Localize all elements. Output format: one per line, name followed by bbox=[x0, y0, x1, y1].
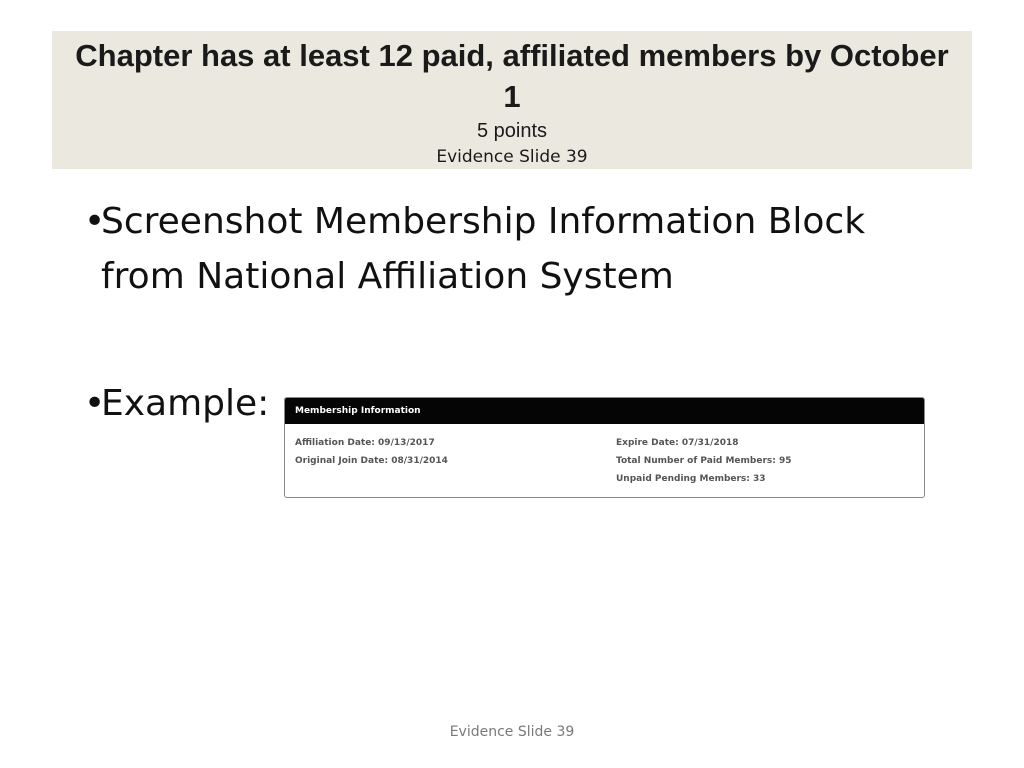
total-paid-members: Total Number of Paid Members: 95 bbox=[616, 456, 792, 466]
bullet-dot: • bbox=[84, 201, 106, 242]
bullet-item-screenshot bbox=[84, 194, 921, 304]
membership-card-header: Membership Information bbox=[285, 398, 924, 424]
membership-information-card bbox=[284, 397, 925, 498]
title-box bbox=[52, 31, 972, 169]
bullet-dot: • bbox=[84, 383, 106, 424]
footer-evidence-label: Evidence Slide 39 bbox=[449, 724, 575, 740]
slide-title: Chapter has at least 12 paid, affiliated members by October 1 bbox=[75, 38, 949, 114]
expire-date: Expire Date: 07/31/2018 bbox=[616, 438, 739, 448]
bullet-text: Screenshot Membership Information Block from National Affiliation System bbox=[101, 201, 866, 297]
affiliation-date: Affiliation Date: 09/13/2017 bbox=[295, 438, 435, 448]
evidence-label: Evidence Slide 39 bbox=[436, 147, 588, 167]
membership-right-column bbox=[616, 434, 792, 488]
unpaid-pending-members: Unpaid Pending Members: 33 bbox=[616, 474, 766, 484]
bullet-item-example bbox=[84, 376, 269, 431]
membership-left-column bbox=[295, 434, 448, 470]
points-label: 5 points bbox=[476, 120, 548, 142]
original-join-date: Original Join Date: 08/31/2014 bbox=[295, 456, 448, 466]
bullet-text: Example: bbox=[101, 383, 270, 424]
bullet-list bbox=[84, 194, 964, 424]
